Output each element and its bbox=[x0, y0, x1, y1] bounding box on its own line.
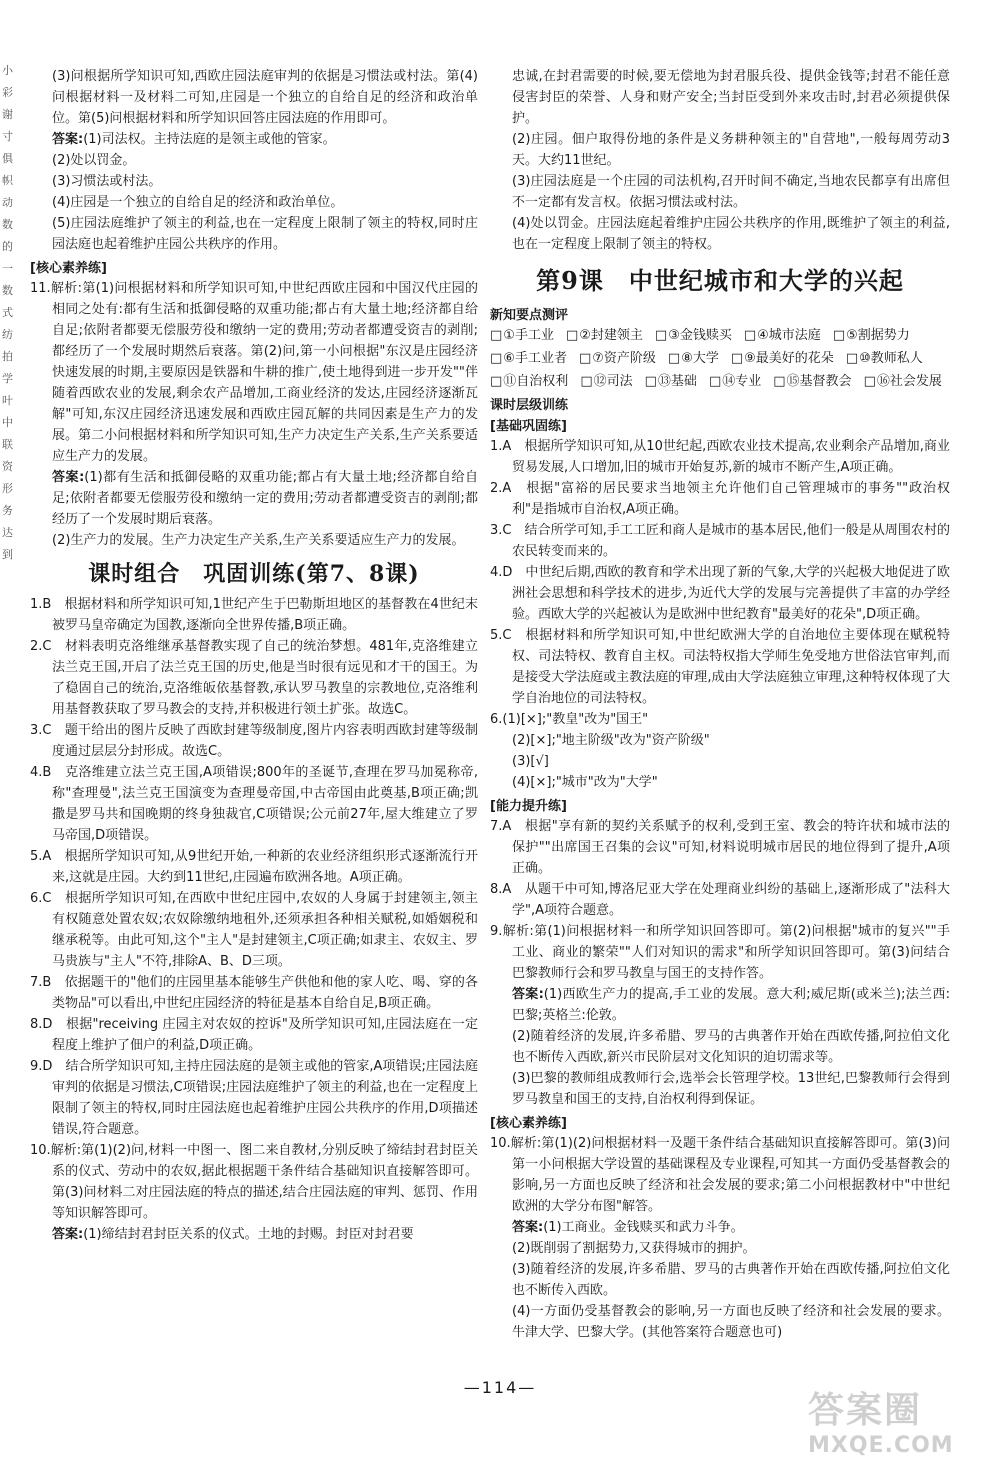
page-number: —114— bbox=[463, 1378, 537, 1397]
list-item: (3)[√] bbox=[512, 754, 549, 769]
list-item: 1.A 根据所学知识可知,从10世纪起,西欧农业技术提高,农业剩余产品增加,商业贸易发展,人口增加,旧的城市开始复苏,新的城市不断产生,A项正确。 bbox=[490, 439, 950, 475]
analysis-paragraph: (3)问根据所学知识可知,西欧庄园法庭审判的依据是习惯法或村法。第(4)问根据材料一及材料二可知,庄园是一个独立的自给自足的经济和政治单位。第(5)问根据材料和所学知识回答庄园法庭的作用即可。 bbox=[52, 69, 478, 126]
list-item: 8.D 根据"receiving 庄园主对农奴的控诉"及所学知识可知,庄园法庭在一定程度上维护了佃户的利益,D项正确。 bbox=[30, 1017, 478, 1053]
key-point: □ ⑯社会发展 bbox=[864, 371, 942, 392]
watermark-line-2: MXQE.COM bbox=[808, 1433, 954, 1458]
key-point: □ ⑫司法 bbox=[580, 371, 632, 392]
key-point: □ ⑨最美好的花朵 bbox=[731, 348, 834, 369]
left-column bbox=[30, 66, 478, 1245]
question-11-analysis: 11.解析:第(1)问根据材料和所学知识可知,中世纪西欧庄园和中国汉代庄园的相同之处有:都有生活和抵御侵略的双重功能;都占有大量土地;经济都自给自足;依附者都要无偿服劳役和缴纳一定的费用;劳动者都遭受资吉的剥削;都经历了一个发展时期然后衰落。第(2)问,第一小问根据"东汉是庄园经济快速发展的时期,主要原因是铁器和牛耕的推广,使土地得到进一步开发""伴随着西欧农业的发展,剩余农产品增加,工商业经济的发达,庄园经济逐渐瓦解"可知,东汉庄园经济迅速发展和西欧庄园瓦解的共同因素是生产力的发展。第二小问根据材料和所学知识可知,生产力决定生产关系,生产关系要适应生产力的发展。 bbox=[30, 281, 478, 464]
answer-label: 答案: bbox=[52, 470, 85, 485]
answer-text: (4)庄园是一个独立的自给自足的经济和政治单位。 bbox=[52, 195, 344, 210]
section-label-core: [核心素养练] bbox=[490, 1116, 567, 1131]
list-item: 7.A 根据"享有新的契约关系赋予的权利,受到王室、教会的特许状和城市法的保护""出席国王召集的会议"可知,材料说明城市居民的地位得到了提升,A项正确。 bbox=[490, 819, 950, 876]
list-item: 2.A 根据"富裕的居民要求当地领主允许他们自己管理城市的事务""政治权利"是指城市自治权,A项正确。 bbox=[490, 481, 950, 517]
left-edge-text: 小彩谢寸俱帜动数的一数式纺拍学叶中联资形务达到 bbox=[2, 64, 13, 561]
answer-label: 答案: bbox=[512, 1220, 544, 1235]
key-point: □ ⑤割据势力 bbox=[833, 325, 910, 346]
answer-text: (3)随着经济的发展,许多希腊、罗马的古典著作开始在西欧传播,阿拉伯文化也不断传入西欧。 bbox=[512, 1262, 950, 1298]
answer-text: (2)庄园。佃户取得份地的条件是义务耕种领主的"自营地",一般每周劳动3天。大约11世纪。 bbox=[512, 132, 950, 168]
answer-text: (4)一方面仍受基督教会的影响,另一方面也反映了经济和社会发展的要求。牛津大学、巴黎大学。(其他答案符合题意也可) bbox=[512, 1304, 950, 1340]
list-item: 3.C 结合所学可知,手工工匠和商人是城市的基本居民,他们一般是从周围农村的农民转变而来的。 bbox=[490, 523, 950, 559]
key-point: □ ⑧大学 bbox=[668, 348, 719, 369]
key-point: □ ⑩教师私人 bbox=[846, 348, 923, 369]
key-point: □ ①手工业 bbox=[490, 325, 554, 346]
key-points-label: 新知要点测评 bbox=[490, 308, 569, 323]
key-point: □ ⑦资产阶级 bbox=[579, 348, 656, 369]
list-item: 2.C 材料表明克洛维继承基督教实现了自己的统治梦想。481年,克洛维建立法兰克王国,开启了法兰克王国的历史,他是当时很有远见和才干的国王。为了稳固自己的统治,克洛维皈依基督教,承认罗马教皇的宗教地位,克洛维利用基督教获取了罗马教会的支持,并积极进行领土扩张。故选C。 bbox=[30, 639, 478, 717]
answer-label: 答案: bbox=[512, 987, 544, 1002]
answer-text: (1)司法权。主持法庭的是领主或他的管家。 bbox=[83, 132, 336, 147]
list-item: 4.D 中世纪后期,西欧的教育和学术出现了新的气象,大学的兴起极大地促进了欧洲社会思想和科学技术的进步,为近代大学的发展与完善提供了丰富的办学经验。西欧大学的兴起被认为是欧洲中世纪教育"最美好的花朵",D项正确。 bbox=[490, 565, 950, 622]
list-item: 1.B 根据材料和所学知识可知,1世纪产生于巴勒斯坦地区的基督教在4世纪末被罗马皇帝确定为国教,逐渐向全世界传播,B项正确。 bbox=[30, 597, 478, 633]
key-point: □ ⑪自治权利 bbox=[490, 371, 568, 392]
key-point: □ ⑮基督教会 bbox=[773, 371, 851, 392]
training-label: 课时层级训练 bbox=[490, 398, 569, 413]
list-item: (4)[×];"城市"改为"大学" bbox=[512, 775, 658, 790]
list-item: 6.(1)[×];"教皇"改为"国王" bbox=[490, 712, 649, 727]
list-item: 9.解析:第(1)问根据材料一和所学知识回答即可。第(2)问根据"城市的复兴""手工业、商业的繁荣""人们对知识的需求"和所学知识回答即可。第(3)问结合巴黎教师行会和罗马教皇与国王的支持作答。 bbox=[490, 924, 950, 981]
section-label-ability: [能力提升练] bbox=[490, 799, 567, 814]
key-point: □ ③金钱赎买 bbox=[655, 325, 732, 346]
answer-label: 答案: bbox=[52, 132, 84, 147]
answer-label: 答案: bbox=[52, 1227, 84, 1242]
answer-text: (2)生产力的发展。生产力决定生产关系,生产关系要适应生产力的发展。 bbox=[52, 533, 465, 548]
lesson-title: 第9课 中世纪城市和大学的兴起 bbox=[536, 266, 904, 295]
question-10-analysis: 10.解析:第(1)(2)问根据材料一及题干条件结合基础知识直接解答即可。第(3)问第一小问根据大学设置的基础课程及专业课程,可知其一方面仍受基督教会的影响,另一方面也反映了经济和社会发展的要求;第二小问根据教材中"中世纪欧洲的大学分布图"解答。 bbox=[490, 1136, 950, 1214]
answer-text: (5)庄园法庭维护了领主的利益,也在一定程度上限制了领主的特权,同时庄园法庭也起着维护庄园公共秩序的作用。 bbox=[52, 216, 478, 252]
answer-text: (1)西欧生产力的提高,手工业的发展。意大利;威尼斯(或米兰);法兰西:巴黎;英格兰:伦敦。 bbox=[512, 987, 950, 1023]
list-item: 10.解析:第(1)(2)问,材料一中图一、图二来自教材,分别反映了缔结封君封臣关系的仪式、劳动中的农奴,据此根据题干条件结合基础知识直接解答即可。第(3)问材料二对庄园法庭的特点的描述,结合庄园法庭的审判、惩罚、作用等知识解答即可。 bbox=[30, 1143, 478, 1221]
answer-text: (1)工商业。金钱赎买和武力斗争。 bbox=[543, 1220, 744, 1235]
answer-continuation: 忠诚,在封君需要的时候,要无偿地为封君服兵役、提供金钱等;封君不能任意侵害封臣的荣誉、人身和财产安全;当封臣受到外来攻击时,封君必须提供保护。 bbox=[512, 69, 950, 126]
right-column bbox=[490, 66, 950, 1343]
answer-text: (3)巴黎的教师组成教师行会,选举会长管理学校。13世纪,巴黎教师行会得到罗马教皇和国王的支持,自治权利得到保证。 bbox=[512, 1071, 950, 1107]
list-item: 6.C 根据所学知识可知,在西欧中世纪庄园中,农奴的人身属于封建领主,领主有权随意处置农奴;农奴除缴纳地租外,还须承担各种相关赋税,如婚姻税和继承税等。由此可知,这个"主人"是封建领主,C项正确;如隶主、农奴主、罗马贵族与"主人"不符,排除A、B、D三项。 bbox=[30, 891, 478, 969]
watermark-line-1: 答案圈 bbox=[808, 1390, 923, 1431]
answer-text: (4)处以罚金。庄园法庭起着维护庄园公共秩序的作用,既维护了领主的利益,也在一定程度上限制了领主的特权。 bbox=[512, 216, 950, 252]
answer-text: (1)缔结封君封臣关系的仪式。土地的封赐。封臣对封君要 bbox=[83, 1227, 414, 1242]
key-point: □ ⑥手工业者 bbox=[490, 348, 567, 369]
list-item: 8.A 从题干中可知,博洛尼亚大学在处理商业纠纷的基础上,逐渐形成了"法科大学",A项符合题意。 bbox=[490, 882, 950, 918]
answer-text: (2)随着经济的发展,许多希腊、罗马的古典著作开始在西欧传播,阿拉伯文化也不断传入西欧,新兴市民阶层对文化知识的迫切需求等。 bbox=[512, 1029, 950, 1065]
key-point: □ ④城市法庭 bbox=[744, 325, 821, 346]
list-item: 3.C 题干给出的图片反映了西欧封建等级制度,图片内容表明西欧封建等级制度通过层层分封形成。故选C。 bbox=[30, 723, 478, 759]
unit-title: 课时组合 巩固训练(第7、8课) bbox=[88, 561, 420, 587]
list-item: 4.B 克洛维建立法兰克王国,A项错误;800年的圣诞节,查理在罗马加冕称帝,称"查理曼",法兰克王国演变为查理曼帝国,中古帝国由此奠基,B项正确;凯撒是罗马共和国晚期的终身独裁官,C项错误;公元前27年,屋大维建立了罗马帝国,D项错误。 bbox=[30, 765, 478, 843]
section-label-basic: [基础巩固练] bbox=[490, 419, 567, 434]
list-item: 9.D 结合所学知识可知,主持庄园法庭的是领主或他的管家,A项错误;庄园法庭审判的依据是习惯法,C项错误;庄园法庭维护了领主的利益,也在一定程度上限制了领主的特权,同时庄园法庭也起着维护庄园公共秩序的作用,D项描述错误,符合题意。 bbox=[30, 1059, 478, 1137]
list-item: (2)[×];"地主阶级"改为"资产阶级" bbox=[512, 733, 710, 748]
answer-text: (3)庄园法庭是一个庄园的司法机构,召开时间不确定,当地农民都享有出席但不一定都有发言权。依据习惯法或村法。 bbox=[512, 174, 950, 210]
answer-text: (2)处以罚金。 bbox=[52, 153, 136, 168]
list-item: 5.A 根据所学知识可知,从9世纪开始,一种新的农业经济组织形式逐渐流行开来,这就是庄园。大约到11世纪,庄园遍布欧洲各地。A项正确。 bbox=[30, 849, 478, 885]
answer-text: (3)习惯法或村法。 bbox=[52, 174, 162, 189]
key-point: □ ⑬基础 bbox=[645, 371, 697, 392]
key-points-list bbox=[490, 325, 950, 392]
answer-text: (2)既削弱了割据势力,又获得城市的拥护。 bbox=[512, 1241, 756, 1256]
list-item: 7.B 依据题干的"他们的庄园里基本能够生产供他和他的家人吃、喝、穿的各类物品"可以看出,中世纪庄园经济的特征是基本自给自足,B项正确。 bbox=[30, 975, 478, 1011]
section-label-core: [核心素养练] bbox=[30, 261, 107, 276]
watermark-logo bbox=[808, 1382, 978, 1458]
key-point: □ ②封建领主 bbox=[566, 325, 643, 346]
list-item: 5.C 根据材料和所学知识可知,中世纪欧洲大学的自治地位主要体现在赋税特权、司法特权、教育自主权。司法特权指大学师生免受地方世俗法官审判,而是接受大学法庭或主教法庭的审理,成由大学法庭独立审理,这种特权体现了大学自治地位的司法特权。 bbox=[490, 628, 950, 706]
answer-text: (1)都有生活和抵御侵略的双重功能;都占有大量土地;经济都自给自足;依附者都要无偿服劳役和缴纳一定的费用;劳动者都遭受资吉的剥削;都经历了一个发展时期后衰落。 bbox=[52, 470, 478, 527]
key-point: □ ⑭专业 bbox=[709, 371, 761, 392]
